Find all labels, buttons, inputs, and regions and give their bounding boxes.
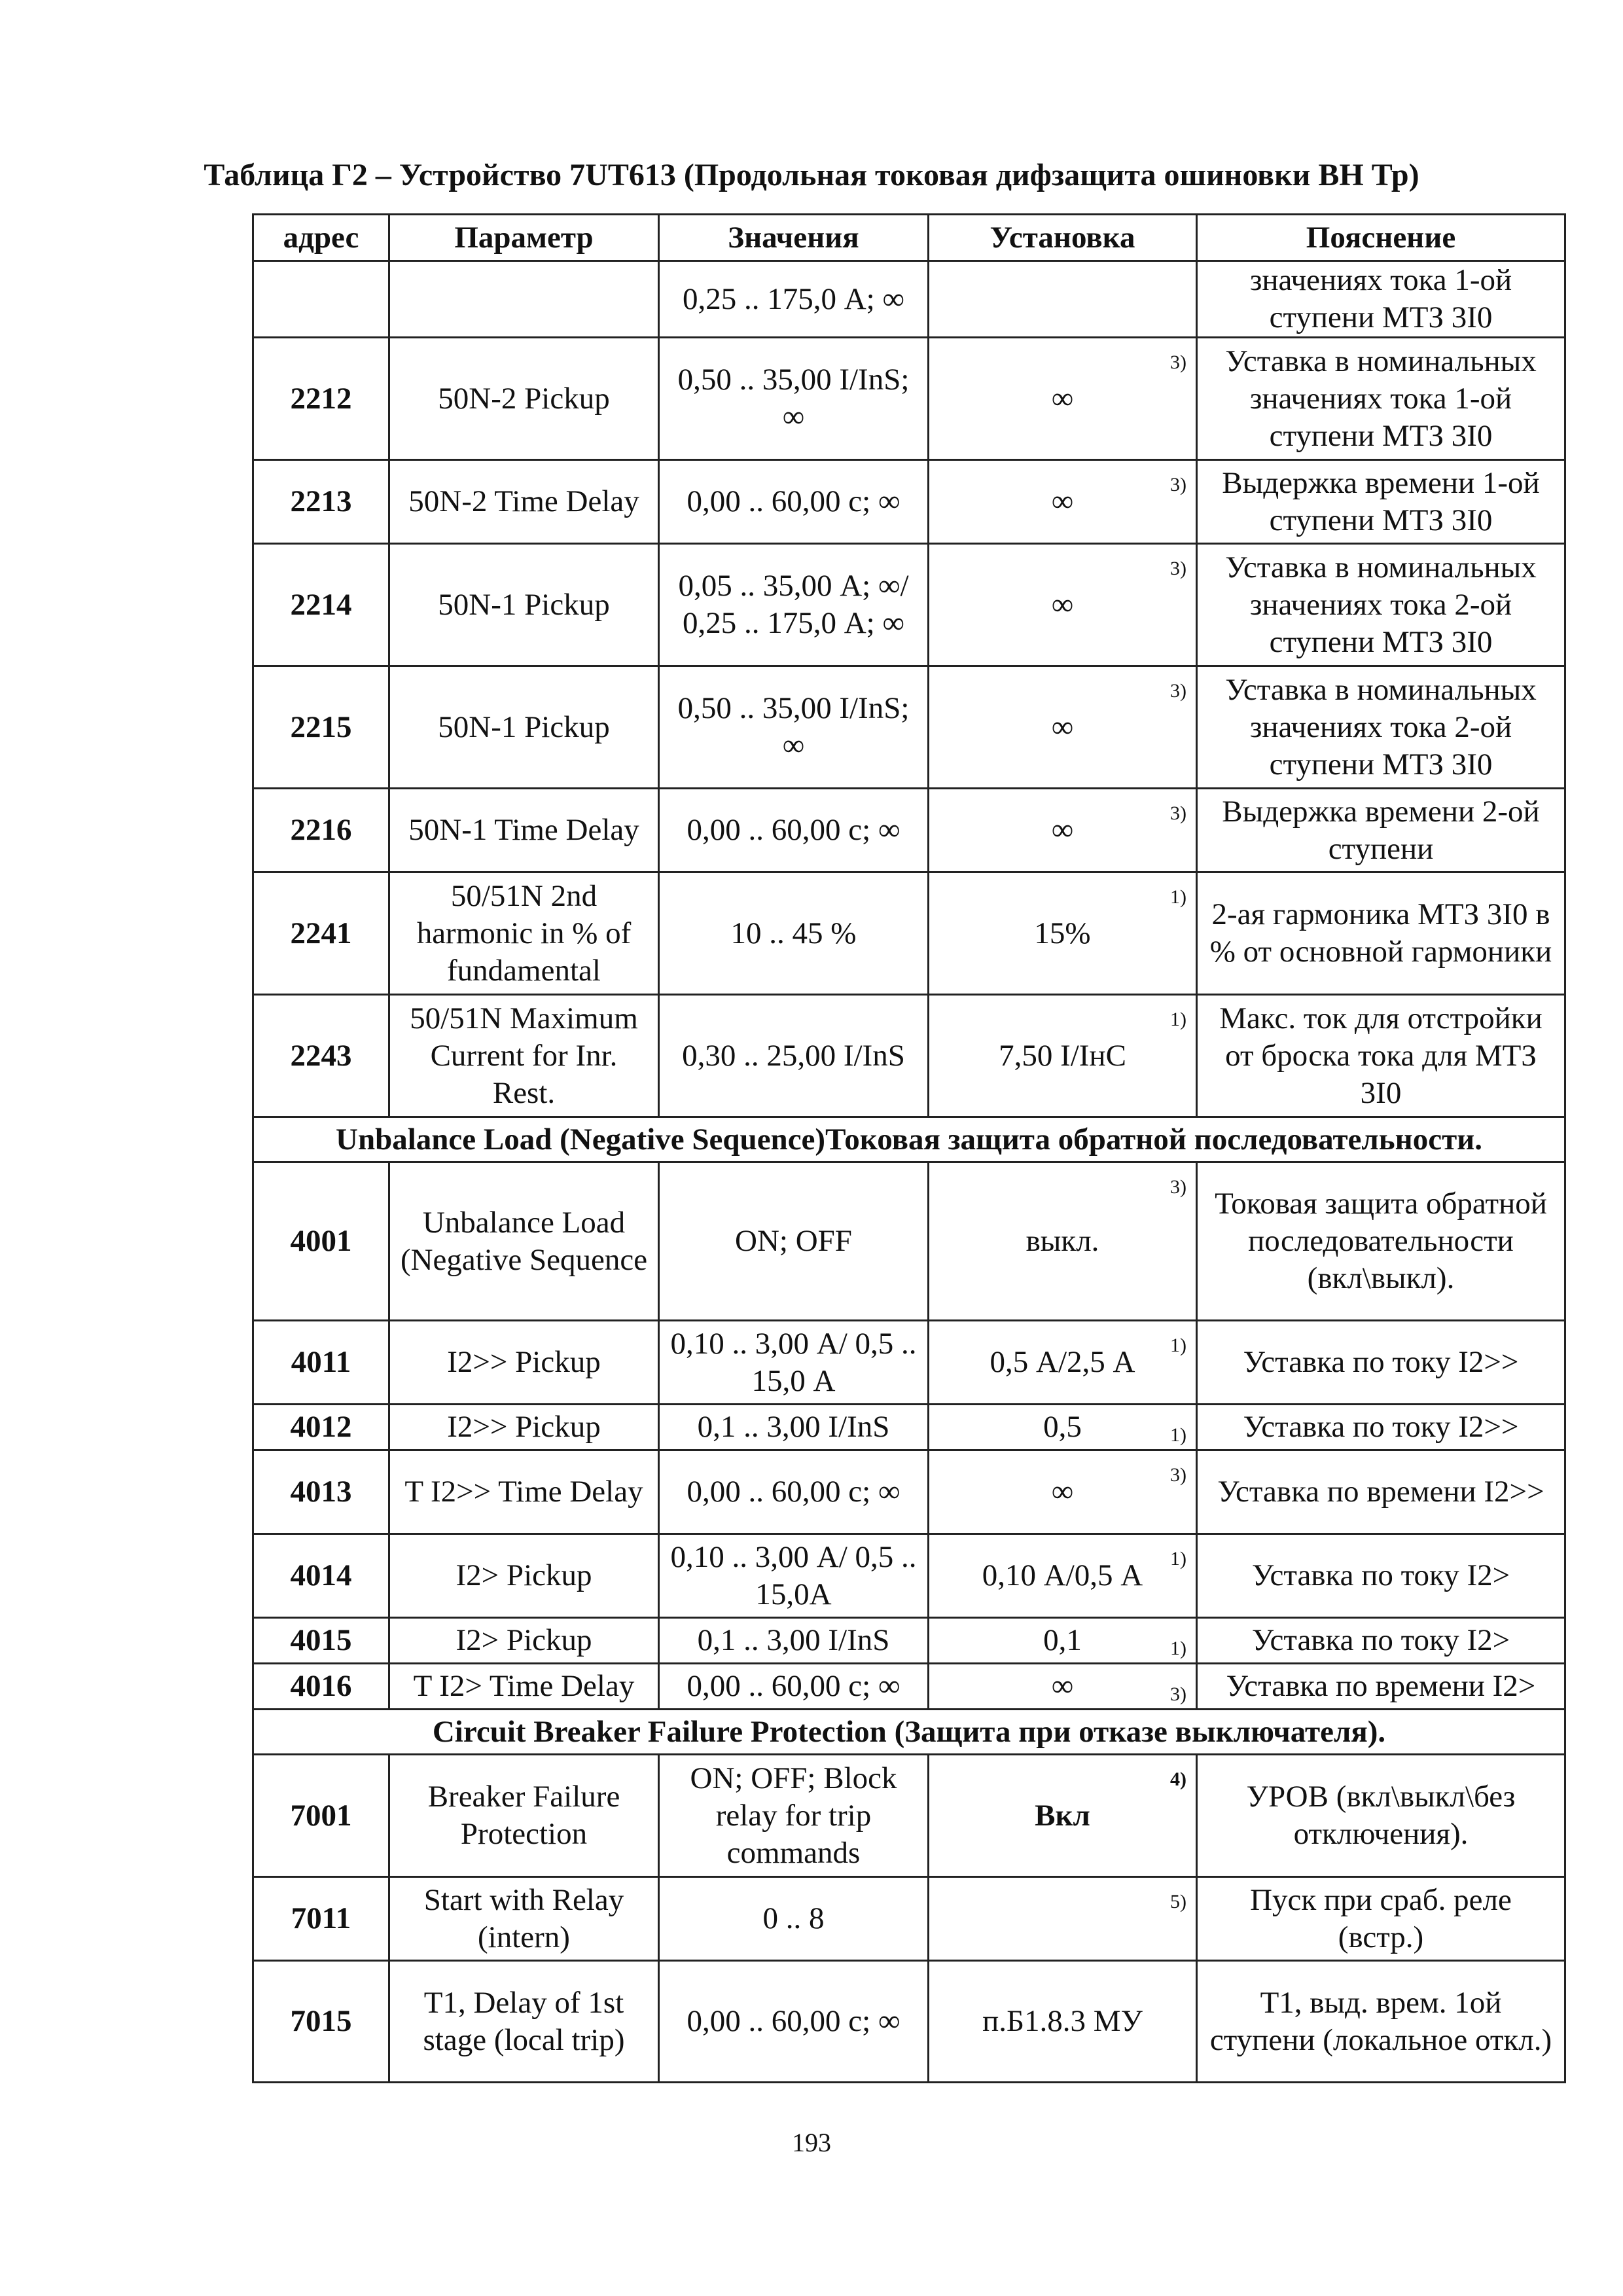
table-row <box>253 1534 1565 1618</box>
address-cell <box>253 261 389 338</box>
values-cell: 0 .. 8 <box>659 1877 929 1961</box>
address-cell: 4012 <box>253 1405 389 1450</box>
footnote-mark: 1) <box>1170 1548 1186 1570</box>
explanation-cell: Уставка в номинальных значениях тока 2-ой ступени МТЗ 3I0 <box>1197 666 1565 789</box>
section-title: Circuit Breaker Failure Protection (Защита при отказе выключателя). <box>253 1710 1565 1755</box>
explanation-cell: Токовая защита обратной последовательности (вкл\выкл). <box>1197 1162 1565 1321</box>
setting-cell <box>929 1877 1197 1961</box>
explanation-cell: 2-ая гармоника МТЗ 3I0 в % от основной гармоники <box>1197 872 1565 995</box>
address-cell: 2214 <box>253 544 389 666</box>
values-cell: 0,1 .. 3,00 I/InS <box>659 1618 929 1664</box>
parameter-cell: I2>> Pickup <box>389 1405 659 1450</box>
table-row <box>253 789 1565 872</box>
setting-value: ∞ <box>1051 813 1074 847</box>
setting-cell <box>929 460 1197 544</box>
values-cell: 0,50 .. 35,00 I/InS; ∞ <box>659 666 929 789</box>
table-row <box>253 261 1565 338</box>
setting-value: 7,50 I/IнС <box>999 1038 1126 1073</box>
footnote-mark: 1) <box>1170 1424 1186 1446</box>
setting-cell <box>929 1321 1197 1405</box>
table-row <box>253 1321 1565 1405</box>
table-row <box>253 1405 1565 1450</box>
section-header-row <box>253 1117 1565 1162</box>
footnote-mark: 1) <box>1170 1335 1186 1356</box>
values-cell: ON; OFF; Block relay for trip commands <box>659 1755 929 1877</box>
address-cell: 2241 <box>253 872 389 995</box>
parameter-cell: 50N-2 Time Delay <box>389 460 659 544</box>
setting-value: ∞ <box>1051 1475 1074 1509</box>
parameter-cell: Start with Relay (intern) <box>389 1877 659 1961</box>
parameter-cell: 50N-2 Pickup <box>389 338 659 460</box>
parameter-cell: 50/51N 2nd harmonic in % of fundamental <box>389 872 659 995</box>
setting-value: ∞ <box>1051 1669 1074 1703</box>
parameter-cell: Breaker Failure Protection <box>389 1755 659 1877</box>
page-number: 193 <box>792 2128 831 2157</box>
values-cell: 0,25 .. 175,0 А; ∞ <box>659 261 929 338</box>
footnote-mark: 1) <box>1170 1009 1186 1030</box>
footnote-mark: 1) <box>1170 886 1186 908</box>
footnote-mark: 3) <box>1170 802 1186 824</box>
setting-cell <box>929 1405 1197 1450</box>
setting-value: выкл. <box>1026 1224 1099 1258</box>
address-cell: 2243 <box>253 995 389 1117</box>
values-cell: 0,1 .. 3,00 I/InS <box>659 1405 929 1450</box>
values-cell: 0,00 .. 60,00 с; ∞ <box>659 789 929 872</box>
address-cell: 4001 <box>253 1162 389 1321</box>
parameter-cell: 50N-1 Time Delay <box>389 789 659 872</box>
explanation-cell: T1, выд. врем. 1ой ступени (локальное откл.) <box>1197 1961 1565 2083</box>
parameter-cell: I2> Pickup <box>389 1618 659 1664</box>
footnote-mark: 1) <box>1170 1638 1186 1659</box>
setting-cell <box>929 1755 1197 1877</box>
parameter-cell: I2>> Pickup <box>389 1321 659 1405</box>
address-cell: 7015 <box>253 1961 389 2083</box>
setting-cell <box>929 1961 1197 2083</box>
explanation-cell: Выдержка времени 2-ой ступени <box>1197 789 1565 872</box>
explanation-cell: Уставка в номинальных значениях тока 1-ой ступени МТЗ 3I0 <box>1197 338 1565 460</box>
settings-table <box>252 213 1566 2083</box>
address-cell: 2212 <box>253 338 389 460</box>
setting-value: 0,10 А/0,5 А <box>982 1558 1143 1592</box>
parameter-cell: T I2> Time Delay <box>389 1664 659 1710</box>
setting-cell <box>929 1534 1197 1618</box>
address-cell: 2215 <box>253 666 389 789</box>
explanation-cell: УРОВ (вкл\выкл\без отключения). <box>1197 1755 1565 1877</box>
setting-value: 15% <box>1034 916 1091 950</box>
table-row <box>253 460 1565 544</box>
setting-value: 0,5 <box>1043 1410 1082 1444</box>
setting-value: ∞ <box>1051 381 1074 416</box>
explanation-cell: Уставка по току I2> <box>1197 1534 1565 1618</box>
parameter-cell: 50N-1 Pickup <box>389 544 659 666</box>
footnote-mark: 4) <box>1170 1768 1186 1790</box>
setting-value: п.Б1.8.3 МУ <box>982 2004 1143 2038</box>
address-cell: 7001 <box>253 1755 389 1877</box>
address-cell: 2216 <box>253 789 389 872</box>
table-header-row <box>253 215 1565 261</box>
table-row <box>253 872 1565 995</box>
setting-value: ∞ <box>1051 709 1074 744</box>
section-title: Unbalance Load (Negative Sequence)Токовая защита обратной последовательности. <box>253 1117 1565 1162</box>
explanation-cell: значениях тока 1-ой ступени МТЗ 3I0 <box>1197 261 1565 338</box>
parameter-cell: 50N-1 Pickup <box>389 666 659 789</box>
table-body <box>253 215 1565 2083</box>
footnote-mark: 3) <box>1170 680 1186 702</box>
setting-cell <box>929 789 1197 872</box>
values-cell: 10 .. 45 % <box>659 872 929 995</box>
header-explanation: Пояснение <box>1197 215 1565 261</box>
setting-cell <box>929 995 1197 1117</box>
header-parameter: Параметр <box>389 215 659 261</box>
parameter-cell: Unbalance Load (Negative Sequence <box>389 1162 659 1321</box>
values-cell: 0,00 .. 60,00 с; ∞ <box>659 1450 929 1534</box>
setting-value: 0,5 А/2,5 А <box>990 1345 1135 1379</box>
explanation-cell: Уставка по времени I2>> <box>1197 1450 1565 1534</box>
parameter-cell: T1, Delay of 1st stage (local trip) <box>389 1961 659 2083</box>
setting-cell <box>929 338 1197 460</box>
address-cell: 2213 <box>253 460 389 544</box>
table-row <box>253 338 1565 460</box>
values-cell: 0,50 .. 35,00 I/InS; ∞ <box>659 338 929 460</box>
table-row <box>253 544 1565 666</box>
table-title: Таблица Г2 – Устройство 7UT613 (Продольная токовая дифзащита ошиновки ВН Тр) <box>204 158 1419 192</box>
explanation-cell: Уставка по току I2>> <box>1197 1405 1565 1450</box>
header-values: Значения <box>659 215 929 261</box>
table-row <box>253 1877 1565 1961</box>
parameter-cell <box>389 261 659 338</box>
table-row <box>253 1961 1565 2083</box>
values-cell: 0,10 .. 3,00 А/ 0,5 .. 15,0 А <box>659 1321 929 1405</box>
values-cell: ON; OFF <box>659 1162 929 1321</box>
values-cell: 0,00 .. 60,00 с; ∞ <box>659 1664 929 1710</box>
values-cell: 0,10 .. 3,00 А/ 0,5 .. 15,0А <box>659 1534 929 1618</box>
setting-value: Вкл <box>1035 1798 1090 1833</box>
table-row <box>253 666 1565 789</box>
setting-cell <box>929 1162 1197 1321</box>
explanation-cell: Выдержка времени 1-ой ступени МТЗ 3I0 <box>1197 460 1565 544</box>
table-row <box>253 995 1565 1117</box>
address-cell: 4014 <box>253 1534 389 1618</box>
values-cell: 0,00 .. 60,00 с; ∞ <box>659 1961 929 2083</box>
table-row <box>253 1755 1565 1877</box>
explanation-cell: Уставка в номинальных значениях тока 2-ой ступени МТЗ 3I0 <box>1197 544 1565 666</box>
footnote-mark: 3) <box>1170 1464 1186 1486</box>
table-row <box>253 1162 1565 1321</box>
values-cell: 0,05 .. 35,00 А; ∞/ 0,25 .. 175,0 А; ∞ <box>659 544 929 666</box>
setting-value: ∞ <box>1051 484 1074 518</box>
setting-cell <box>929 872 1197 995</box>
setting-cell <box>929 544 1197 666</box>
parameter-cell: T I2>> Time Delay <box>389 1450 659 1534</box>
values-cell: 0,00 .. 60,00 с; ∞ <box>659 460 929 544</box>
address-cell: 4016 <box>253 1664 389 1710</box>
address-cell: 4011 <box>253 1321 389 1405</box>
explanation-cell: Уставка по току I2>> <box>1197 1321 1565 1405</box>
footnote-mark: 3) <box>1170 474 1186 495</box>
header-address: адрес <box>253 215 389 261</box>
footnote-mark: 3) <box>1170 351 1186 373</box>
header-setting: Установка <box>929 215 1197 261</box>
footnote-mark: 3) <box>1170 558 1186 579</box>
table-row <box>253 1450 1565 1534</box>
parameter-cell: I2> Pickup <box>389 1534 659 1618</box>
setting-value: ∞ <box>1051 587 1074 622</box>
footnote-mark: 5) <box>1170 1891 1186 1912</box>
setting-cell <box>929 1450 1197 1534</box>
values-cell: 0,30 .. 25,00 I/InS <box>659 995 929 1117</box>
setting-cell <box>929 666 1197 789</box>
address-cell: 7011 <box>253 1877 389 1961</box>
address-cell: 4015 <box>253 1618 389 1664</box>
table-row <box>253 1664 1565 1710</box>
explanation-cell: Уставка по току I2> <box>1197 1618 1565 1664</box>
setting-cell <box>929 1664 1197 1710</box>
table-row <box>253 1618 1565 1664</box>
address-cell: 4013 <box>253 1450 389 1534</box>
setting-value: 0,1 <box>1043 1623 1082 1657</box>
footnote-mark: 3) <box>1170 1176 1186 1198</box>
section-header-row <box>253 1710 1565 1755</box>
explanation-cell: Уставка по времени I2> <box>1197 1664 1565 1710</box>
parameter-cell: 50/51N Maximum Current for Inr. Rest. <box>389 995 659 1117</box>
explanation-cell: Пуск при сраб. реле (встр.) <box>1197 1877 1565 1961</box>
setting-cell <box>929 261 1197 338</box>
footnote-mark: 3) <box>1170 1683 1186 1705</box>
setting-cell <box>929 1618 1197 1664</box>
explanation-cell: Макс. ток для отстройки от броска тока для МТЗ 3I0 <box>1197 995 1565 1117</box>
